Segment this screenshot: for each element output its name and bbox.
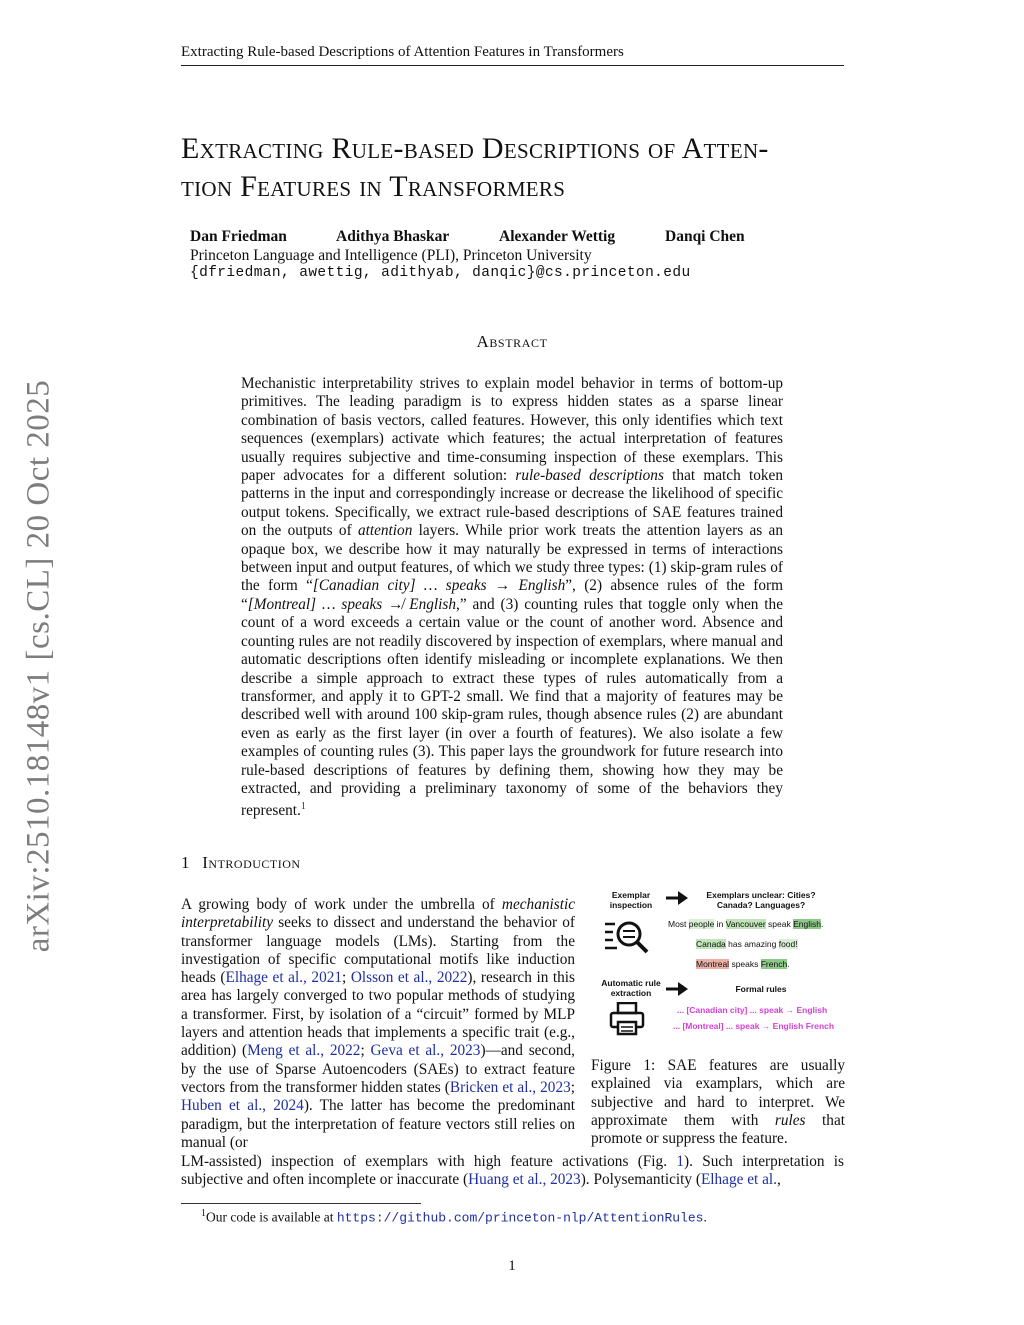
affiliation: Princeton Language and Intelligence (PLI), Princeton University: [190, 247, 592, 264]
citation-link[interactable]: Bricken et al., 2023: [449, 1078, 571, 1096]
figure-1: [593, 886, 845, 1036]
citation-link[interactable]: Elhage et al.: [700, 1171, 777, 1189]
intro-paragraph-continued: LM-assisted) inspection of exemplars with high feature activations (Fig. 1). Such interpretation is subjective and often incomplete or inaccurate (Huang et al., 2023). Polysemanticity (Elhage et al.,: [181, 1153, 844, 1189]
footnote-marker[interactable]: 1: [300, 801, 306, 813]
printer-icon: [609, 1002, 645, 1036]
footnote: $^1$Our code is available at https://github.com/princeton-nlp/AttentionRules.: [201, 1208, 707, 1226]
author-1: Dan Friedman: [190, 228, 287, 245]
exemplar-1: Most people in Vancouver speak English.: [668, 919, 824, 929]
section-heading: 1 Introduction: [181, 853, 301, 872]
header-rule: [181, 65, 844, 66]
page-number: 1: [508, 1258, 516, 1274]
citation-link[interactable]: Huben et al., 2024: [181, 1097, 304, 1115]
exemplar-3: Montreal speaks French.: [696, 959, 790, 969]
running-header: Extracting Rule-based Descriptions of Attention Features in Transformers: [181, 44, 624, 60]
abstract-heading: Abstract: [476, 332, 548, 351]
formal-rule-2: ... [Montreal] ... speak → English French: [673, 1021, 835, 1031]
exemplar-2: Canada has amazing food!: [696, 939, 798, 949]
author-3: Alexander Wettig: [499, 228, 616, 245]
intro-paragraph: A growing body of work under the umbrella of mechanistic interpretability seeks to dissect and understand the behavior of transformer language models (LMs). Starting from the investigation of specific computational motifs like induction heads (Elhage et al., 2021; Olsson et al., 2022), research in this area has largely converged to two popular methods of studying a transformer. First, by isolation of a “circuit” formed by MLP layers and attention heads that implements a specific trait (e.g., addition) (Meng et al., 2022; Geva et al., 2023)—and second, by the use of Sparse Autoencoders (SAEs) to extract feature vectors from the transformer hidden states (Bricken et al., 2023; Huben et al., 2024). The latter has become the predominant paradigm, but the interpretation of feature vectors still relies on manual (or: [181, 896, 576, 1151]
citation-link[interactable]: Olsson et al., 2022: [350, 969, 468, 987]
citation-link[interactable]: Huang et al., 2023: [468, 1171, 581, 1189]
arrow-right-icon: [665, 890, 689, 906]
footnote-rule: [181, 1203, 421, 1204]
citation-link[interactable]: Elhage et al., 2021: [225, 969, 343, 987]
code-url-link[interactable]: https://github.com/princeton-nlp/AttentionRules: [336, 1210, 704, 1226]
formal-rule-1: ... [Canadian city] ... speak → English: [677, 1005, 828, 1015]
citation-link[interactable]: Meng et al., 2022: [247, 1042, 361, 1060]
exemplar-inspection-label: Exemplar inspection: [609, 890, 653, 910]
author-4: Danqi Chen: [665, 228, 745, 245]
automatic-rule-extraction-label: Automatic rule extraction: [601, 978, 661, 998]
abstract-body: Mechanistic interpretability strives to explain model behavior in terms of bottom-up primitives. The leading paradigm is to express hidden states as a sparse linear combination of basis vectors, called features. However, this only identifies which text sequences (exemplars) activate which features; the actual interpretation of features usually requires subjective and time-consuming inspection of these exemplars. This paper advocates for a different solution: rule-based descriptions that match token patterns in the input and correspondingly increase or decrease the likelihood of specific output tokens. Specifically, we extract rule-based descriptions of SAE features trained on the outputs of attention layers. While prior work treats the attention layers as an opaque box, we describe how it may naturally be expressed in terms of interactions between input and output features, of which we study three types: (1) skip-gram rules of the form “[Canadian city] … speaks → English”, (2) absence rules of the form “[Montreal] … speaks ↛ English,” and (3) counting rules that toggle only when the count of a word exceeds a certain value or the count of another word. Absence and counting rules are not readily discovered by inspection of exemplars, where manual and automatic descriptions often identify misleading or incomplete explanations. We then describe a simple approach to extract these types of rules automatically from a transformer, and apply it to GPT-2 small. We find that a majority of features may be described well with around 100 skip-gram rules, though absence rules (2) are abundant even as early as the first layer (in over a fourth of features). We also isolate a few examples of counting rules (3). This paper lays the groundwork for future research into rule-based descriptions of features by defining them, showing how they may be extracted, and providing a preliminary taxonomy of some of the behaviors they represent.$^1$: [241, 375, 783, 820]
arrow-right-icon: [665, 981, 689, 997]
arxiv-identifier[interactable]: arXiv:2510.18148v1 [cs.CL] 20 Oct 2025: [20, 379, 57, 953]
title-line-2: tion Features in Transformers: [181, 170, 566, 203]
paper-title: [181, 130, 851, 206]
magnifier-document-icon: [603, 916, 651, 956]
author-2: Adithya Bhaskar: [336, 228, 450, 245]
figure-ref-link[interactable]: 1: [676, 1153, 684, 1170]
author-list: [190, 228, 745, 246]
title-line-1: Extracting Rule-based Descriptions of Atten-: [181, 132, 769, 165]
formal-rules-label: Formal rules: [735, 984, 787, 994]
exemplars-unclear-label: Exemplars unclear: Cities? Canada? Languages?: [706, 890, 816, 910]
author-emails: {dfriedman, awettig, adithyab, danqic}@cs.princeton.edu: [190, 265, 691, 281]
figure-1-caption: Figure 1: SAE features are usually explained via examplars, which are subjective and hard to interpret. We approximate them with rules that promote or suppress the feature.: [591, 1057, 845, 1148]
citation-link[interactable]: Geva et al., 2023: [370, 1042, 481, 1060]
